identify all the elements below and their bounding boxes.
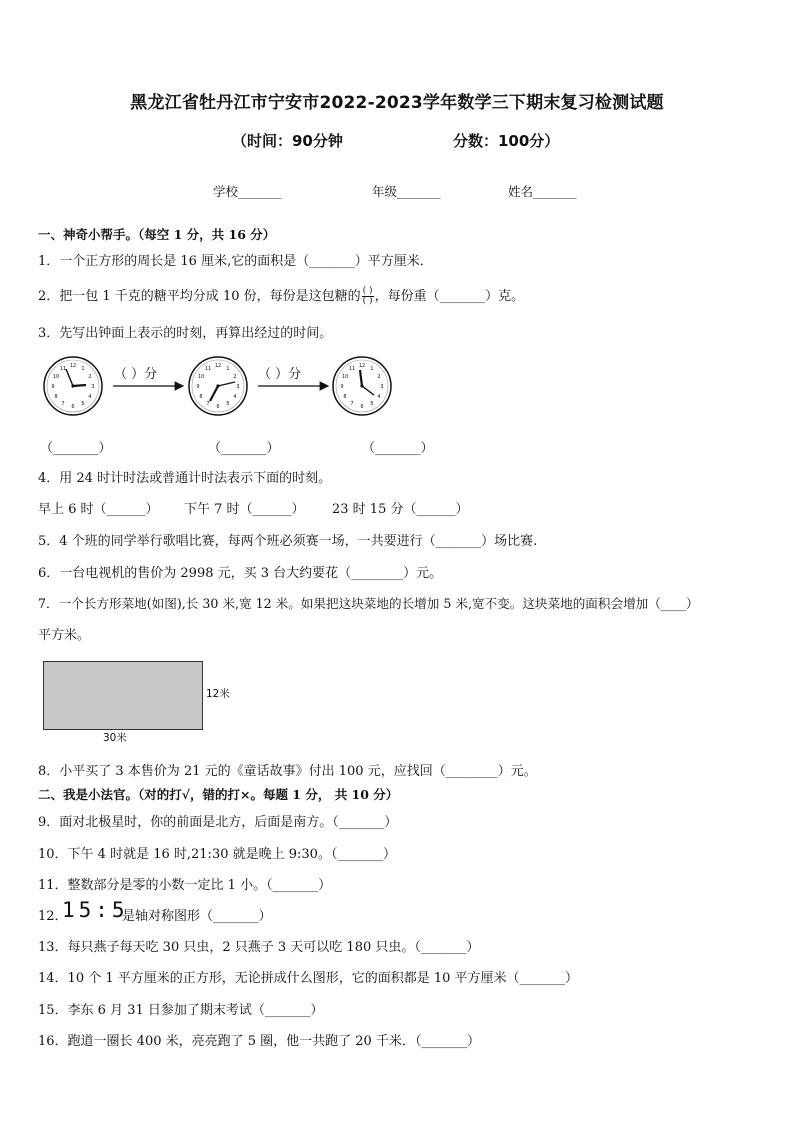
svg-text:12: 12 xyxy=(358,363,366,369)
question-7-cont: 平方米。 xyxy=(38,628,91,643)
question-1: 1．一个正方形的周长是 16 厘米,它的面积是（_______）平方厘米． xyxy=(38,254,433,269)
svg-text:11: 11 xyxy=(204,366,212,372)
rect-length-label: 30米 xyxy=(103,732,127,744)
question-15: 15．李东 6 月 31 日参加了期末考试（_______） xyxy=(38,1003,324,1018)
page-title: 黑龙江省牡丹江市宁安市2022-2023学年数学三下期末复习检测试题 xyxy=(130,93,664,113)
svg-text:7: 7 xyxy=(61,401,65,407)
svg-text:10: 10 xyxy=(52,374,60,380)
fraction-bottom: ( ) xyxy=(362,296,373,306)
svg-text:6: 6 xyxy=(71,404,75,410)
question-10: 10．下午 4 时就是 16 时,21:30 就是晚上 9:30。（_______） xyxy=(38,847,396,862)
question-2 xyxy=(38,285,524,306)
svg-text:4: 4 xyxy=(377,394,381,400)
name-field: 姓名_______ xyxy=(508,184,577,199)
question-4c: 23 时 15 分（______） xyxy=(332,502,469,517)
svg-text:8: 8 xyxy=(343,394,347,400)
clock-2 xyxy=(189,357,247,415)
svg-text:12: 12 xyxy=(214,363,222,369)
svg-text:2: 2 xyxy=(88,374,92,380)
svg-text:2: 2 xyxy=(233,374,237,380)
clock-1-minute-hand xyxy=(66,369,73,386)
question-11: 11．整数部分是零的小数一定比 1 小。（_______） xyxy=(38,878,332,893)
digital-display-digits: 15:5 xyxy=(62,898,129,922)
question-13: 13．每只燕子每天吃 30 只虫，2 只燕子 3 天可以吃 180 只虫。（_______） xyxy=(38,940,480,955)
svg-text:10: 10 xyxy=(341,374,349,380)
clock-blank-1: （_______） xyxy=(40,441,112,456)
school-field: 学校_______ xyxy=(213,184,282,199)
exam-time: （时间：90分钟 xyxy=(232,132,343,150)
question-9: 9．面对北极星时，你的前面是北方，后面是南方。（_______） xyxy=(38,815,398,830)
vegetable-field-rectangle xyxy=(43,661,203,730)
clock-2-hour-hand xyxy=(210,386,218,401)
svg-text:5: 5 xyxy=(370,401,374,407)
svg-text:3: 3 xyxy=(236,384,240,390)
svg-text:2: 2 xyxy=(377,374,381,380)
question-4b: 下午 7 时（______） xyxy=(184,502,305,517)
svg-text:3: 3 xyxy=(380,384,384,390)
svg-text:1: 1 xyxy=(226,366,230,372)
question-5: 5．4 个班的同学举行歌唱比赛，每两个班必须赛一场，一共要进行（_______）场比赛. xyxy=(38,534,538,549)
question-3: 3．先写出钟面上表示的时刻，再算出经过的时间。 xyxy=(38,326,333,341)
svg-text:4: 4 xyxy=(233,394,237,400)
question-4: 4．用 24 时计时法或普通计时法表示下面的时刻。 xyxy=(38,471,332,486)
svg-text:9: 9 xyxy=(196,384,200,390)
svg-text:1: 1 xyxy=(370,366,374,372)
clock-gap-label-1: （ ）分 xyxy=(114,367,158,382)
question-12: 是轴对称图形（_______） xyxy=(122,909,272,924)
svg-text:11: 11 xyxy=(348,366,356,372)
clock-3-minute-hand xyxy=(362,386,374,395)
section2-heading: 二、我是小法官。（对的打√，错的打×。每题 1 分， 共 10 分） xyxy=(38,787,399,802)
svg-text:10: 10 xyxy=(197,374,205,380)
svg-text:4: 4 xyxy=(88,394,92,400)
clock-1-hour-hand xyxy=(73,385,86,386)
exam-score: 分数：100分） xyxy=(453,132,560,150)
question-8: 8．小平买了 3 本售价为 21 元的《童话故事》付出 100 元，应找回（________）元。 xyxy=(38,764,537,779)
clock-blank-3: （_______） xyxy=(362,441,434,456)
question-6: 6．一台电视机的售价为 2998 元，买 3 台大约要花（________）元。 xyxy=(38,566,443,581)
clocks-figure xyxy=(40,352,400,422)
svg-text:7: 7 xyxy=(206,401,210,407)
svg-text:8: 8 xyxy=(199,394,203,400)
svg-text:3: 3 xyxy=(91,384,95,390)
section1-heading: 一、神奇小帮手。（每空 1 分，共 16 分） xyxy=(38,227,276,242)
fraction-top: ( ) xyxy=(362,286,373,296)
clock-3-hour-hand xyxy=(360,370,362,386)
question-14: 14．10 个 1 平方厘米的正方形，无论拼成什么图形，它的面积都是 10 平方厘米（_______） xyxy=(38,971,579,986)
clock-gap-label-2: （ ）分 xyxy=(258,367,302,382)
svg-text:9: 9 xyxy=(340,384,344,390)
clock-2-minute-hand xyxy=(218,382,235,386)
question-7: 7．一个长方形菜地(如图),长 30 米,宽 12 米。如果把这块菜地的长增加 5 米,宽不变。这块菜地的面积会增加（____） xyxy=(38,596,699,611)
svg-text:11: 11 xyxy=(59,366,67,372)
svg-text:1: 1 xyxy=(81,366,85,372)
svg-text:8: 8 xyxy=(54,394,58,400)
clock-1 xyxy=(44,357,102,415)
question-2-pre: 2．把一包 1 千克的糖平均分成 10 份，每份是这包糖的 xyxy=(38,289,361,304)
svg-text:9: 9 xyxy=(51,384,55,390)
question-4a: 早上 6 时（______） xyxy=(38,502,159,517)
svg-text:12: 12 xyxy=(69,363,77,369)
svg-text:5: 5 xyxy=(81,401,85,407)
clock-3 xyxy=(333,357,391,415)
svg-text:6: 6 xyxy=(360,404,364,410)
question-16: 16．跑道一圈长 400 米，亮亮跑了 5 圈，他一共跑了 20 千米．（_______） xyxy=(38,1034,480,1049)
svg-text:6: 6 xyxy=(216,404,220,410)
svg-text:5: 5 xyxy=(226,401,230,407)
fraction xyxy=(362,287,374,306)
svg-text:7: 7 xyxy=(350,401,354,407)
grade-field: 年级_______ xyxy=(372,184,441,199)
rect-width-label: 12米 xyxy=(206,688,230,700)
question-2-post: ，每份重（_______）克。 xyxy=(374,289,525,304)
question-12-number: 12． xyxy=(38,909,68,924)
clock-blank-2: （_______） xyxy=(208,441,280,456)
